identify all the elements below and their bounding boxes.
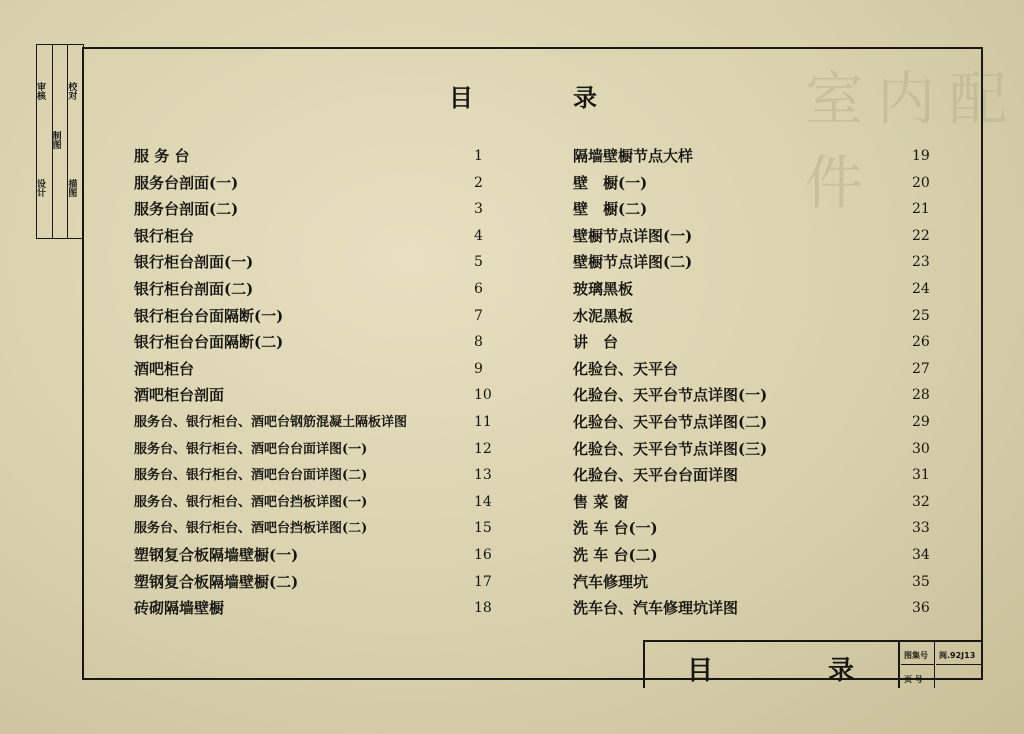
toc-entry-label: 银行柜台剖面(二) (134, 280, 254, 298)
toc-entry-page: 34 (912, 547, 930, 563)
toc-title-right: 录 (573, 83, 597, 112)
atlas-no-value: 闽.92J13 (936, 642, 983, 665)
toc-entry-page: 24 (912, 281, 930, 297)
toc-entry-page: 12 (474, 440, 492, 457)
toc-entry-page: 16 (474, 547, 492, 563)
toc-entry-page: 11 (474, 414, 492, 430)
toc-entry-label: 服务台、银行柜台、酒吧台台面详图(二) (134, 468, 368, 484)
toc-entry-label: 汽车修理坑 (573, 572, 649, 591)
toc-entry-page: 22 (912, 227, 930, 244)
toc-entry-label: 化验台、天平台节点详图(三) (573, 439, 768, 458)
toc-entry-page: 35 (912, 573, 930, 590)
toc-entry-page: 1 (474, 148, 483, 164)
toc-entry-page: 3 (474, 201, 483, 218)
toc-entry-label: 洗车台、汽车修理坑详图 (573, 599, 739, 618)
toc-entry-label: 壁 橱(一) (573, 173, 648, 192)
binding-column (53, 45, 69, 238)
toc-entry-page: 15 (474, 520, 492, 537)
toc-entry-page: 27 (912, 360, 930, 377)
toc-entry-label: 化验台、天平台 (573, 359, 679, 378)
binding-label: 设计 (37, 179, 47, 199)
toc-entry-page: 4 (474, 227, 483, 244)
toc-entry-label: 酒吧柜台剖面 (134, 386, 225, 405)
toc-entry-label: 银行柜台剖面(一) (134, 253, 254, 272)
title-block-right: 录 (828, 656, 855, 686)
toc-entry-page: 32 (912, 493, 930, 510)
toc-entry-page: 13 (474, 467, 492, 484)
bleed-through-text: 室内配件 (805, 65, 1022, 217)
binding-column (68, 45, 83, 238)
toc-entry-label: 玻璃黑板 (573, 280, 634, 298)
toc-entry-label: 银行柜台 (134, 226, 195, 245)
binding-column (37, 45, 53, 238)
toc-entry-label: 服务台、银行柜台、酒吧台台面详图(一) (134, 441, 368, 457)
toc-entry-label: 洗 车 台(二) (573, 546, 658, 564)
toc-entry-label: 洗 车 台(一) (573, 519, 658, 538)
toc-entry-page: 14 (474, 493, 492, 510)
toc-entry-label: 售 菜 窗 (573, 492, 629, 511)
toc-title-left: 目 (449, 83, 473, 112)
toc-entry-label: 服务台剖面(一) (134, 173, 239, 192)
toc-entry-page: 30 (912, 440, 930, 457)
toc-entry-label: 隔墙壁橱节点大样 (573, 147, 694, 165)
toc-entry-page: 6 (474, 281, 483, 297)
toc-entry-page: 7 (474, 307, 483, 324)
toc-entry-page: 18 (474, 600, 492, 617)
toc-entry-label: 服务台剖面(二) (134, 200, 239, 219)
toc-entry-label: 化验台、天平台节点详图(一) (573, 386, 768, 405)
toc-entry-label: 服 务 台 (134, 147, 190, 165)
toc-entry-page: 10 (474, 387, 492, 404)
toc-entry-page: 36 (912, 600, 930, 617)
toc-entry-page: 5 (474, 254, 483, 271)
toc-entry-label: 壁橱节点详图(一) (573, 226, 693, 245)
toc-entry-label: 服务台、银行柜台、酒吧台挡板详图(一) (134, 494, 368, 510)
toc-entry-page: 28 (912, 387, 930, 404)
toc-entry-page: 19 (912, 148, 930, 164)
toc-entry-page: 17 (474, 573, 492, 590)
page-no-label: 页 号 (901, 665, 935, 688)
binding-label: 校对 (68, 83, 78, 103)
toc-entry-page: 33 (912, 520, 930, 537)
toc-entry-page: 9 (474, 360, 483, 377)
toc-entry-page: 31 (912, 467, 930, 484)
toc-entry-label: 塑钢复合板隔墙壁橱(一) (134, 546, 299, 564)
title-block-left: 目 (687, 656, 714, 686)
toc-entry-label: 壁橱节点详图(二) (573, 253, 693, 272)
toc-entry-label: 化验台、天平台台面详图 (573, 466, 739, 485)
toc-entry-page: 23 (912, 254, 930, 271)
binding-label: 审核 (37, 83, 47, 103)
toc-entry-label: 讲 台 (573, 333, 619, 352)
title-block (643, 640, 983, 688)
atlas-no-label: 图集号 (901, 642, 935, 665)
toc-entry-label: 银行柜台台面隔断(二) (134, 333, 284, 352)
toc-entry-page: 21 (912, 201, 930, 218)
toc-entry-page: 29 (912, 414, 930, 430)
binding-label: 制图 (52, 131, 62, 151)
page-no-value (936, 665, 983, 688)
toc-entry-label: 砖砌隔墙壁橱 (134, 599, 225, 618)
binding-label: 描图 (68, 179, 78, 199)
binding-signature-strip (36, 44, 84, 239)
toc-entry-label: 壁 橱(二) (573, 200, 648, 219)
toc-entry-page: 2 (474, 174, 483, 191)
toc-entry-page: 20 (912, 174, 930, 191)
toc-entry-page: 25 (912, 307, 930, 324)
toc-entry-label: 酒吧柜台 (134, 359, 195, 378)
toc-entry-page: 8 (474, 334, 483, 351)
toc-entry-label: 服务台、银行柜台、酒吧台钢筋混凝土隔板详图 (134, 415, 408, 430)
toc-entry-label: 塑钢复合板隔墙壁橱(二) (134, 572, 299, 591)
toc-entry-label: 银行柜台台面隔断(一) (134, 306, 284, 325)
toc-entry-label: 服务台、银行柜台、酒吧台挡板详图(二) (134, 521, 368, 537)
toc-entry-page: 26 (912, 334, 930, 351)
toc-entry-label: 化验台、天平台节点详图(二) (573, 413, 768, 431)
toc-entry-label: 水泥黑板 (573, 306, 634, 325)
title-block-name (645, 642, 900, 688)
